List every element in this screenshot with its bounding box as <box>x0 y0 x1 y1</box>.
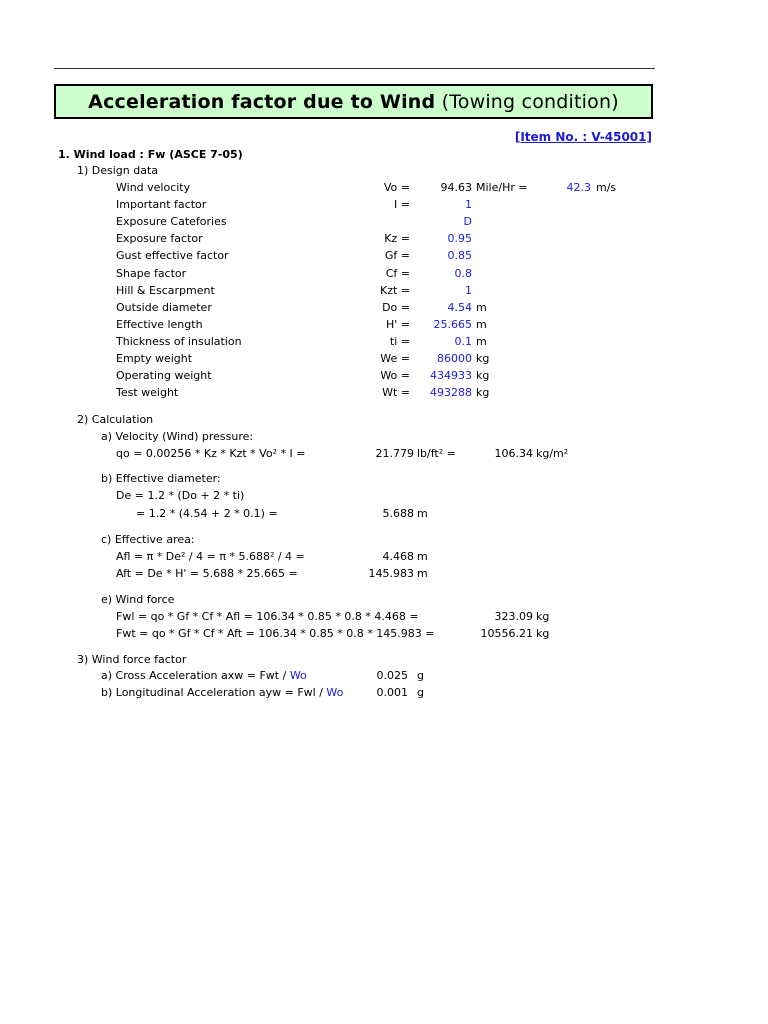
velocity-pressure-value: 21.779 <box>375 447 414 460</box>
section-heading: 1. Wind load : Fw (ASCE 7-05) <box>58 148 243 161</box>
top-rule <box>54 68 655 69</box>
design-row-unit2: m/s <box>596 181 617 194</box>
title-box <box>54 84 653 119</box>
effective-area-unit2: m <box>417 567 428 580</box>
design-row-label: Shape factor <box>116 267 187 280</box>
effective-area-heading: c) Effective area: <box>101 533 195 546</box>
design-row-unit: kg <box>476 369 490 382</box>
design-row-symbol: We = <box>380 352 410 365</box>
design-row-unit: kg <box>476 386 490 399</box>
design-row-symbol: Kzt = <box>379 284 410 297</box>
wind-force-value2: 10556.21 <box>480 627 533 640</box>
design-row-symbol: Do = <box>382 301 410 314</box>
title-normal: (Towing condition) <box>441 90 619 113</box>
velocity-pressure-unit: lb/ft² = <box>417 447 456 460</box>
wind-force-formula2: Fwt = qo * Gf * Cf * Aft = 106.34 * 0.85 * 0.8 * 145.983 = <box>116 627 435 640</box>
wind-force-factor-heading: 3) Wind force factor <box>77 653 187 666</box>
wind-force-formula1: Fwl = qo * Gf * Cf * Afl = 106.34 * 0.85 * 0.8 * 4.468 = <box>116 610 419 623</box>
design-row-label: Exposure factor <box>116 232 203 245</box>
cross-acceleration-label: a) Cross Acceleration axw = Fwt / Wo <box>101 669 307 682</box>
cross-acceleration-unit: g <box>417 669 424 682</box>
title-bold: Acceleration factor due to Wind <box>88 90 436 113</box>
effective-area-value1: 4.468 <box>382 550 414 563</box>
wind-force-value1: 323.09 <box>494 610 533 623</box>
wind-force-unit1: kg <box>536 610 550 623</box>
design-row-value2: 42.3 <box>566 181 591 194</box>
design-row-label: Exposure Catefories <box>116 215 227 228</box>
design-row-value: 0.95 <box>447 232 472 245</box>
design-row-symbol: ti = <box>389 335 410 348</box>
design-row-label: Outside diameter <box>116 301 212 314</box>
velocity-pressure-formula: qo = 0.00256 * Kz * Kzt * Vo² * I = <box>116 447 306 460</box>
design-row-value: 493288 <box>430 386 472 399</box>
design-row-value: 434933 <box>430 369 472 382</box>
design-row-value: D <box>463 215 472 228</box>
cross-acceleration-value: 0.025 <box>376 669 408 682</box>
effective-diameter-heading: b) Effective diameter: <box>101 472 221 485</box>
design-row-unit: Mile/Hr = <box>476 181 528 194</box>
design-row-symbol: I = <box>394 198 410 211</box>
longitudinal-acceleration-unit: g <box>417 686 424 699</box>
design-row-symbol: Gf = <box>384 249 410 262</box>
design-row-value: 0.1 <box>454 335 472 348</box>
design-row-label: Hill & Escarpment <box>116 284 215 297</box>
design-row-label: Effective length <box>116 318 203 331</box>
design-row-value: 4.54 <box>447 301 472 314</box>
design-row-value: 86000 <box>437 352 472 365</box>
design-row-label: Wind velocity <box>116 181 191 194</box>
effective-diameter-value: 5.688 <box>382 507 414 520</box>
velocity-pressure-unit2: kg/m² <box>536 447 569 460</box>
design-row-unit: m <box>476 335 487 348</box>
effective-area-value2: 145.983 <box>368 567 414 580</box>
effective-area-formula2: Aft = De * H' = 5.688 * 25.665 = <box>116 567 298 580</box>
design-row-symbol: Cf = <box>385 267 410 280</box>
longitudinal-acceleration-value: 0.001 <box>376 686 408 699</box>
design-row-symbol: Wo = <box>380 369 410 382</box>
design-row-value: 25.665 <box>433 318 472 331</box>
design-row-label: Operating weight <box>116 369 212 382</box>
design-row-unit: kg <box>476 352 490 365</box>
design-row-value: 0.85 <box>447 249 472 262</box>
design-row-label: Important factor <box>116 198 207 211</box>
design-row-unit: m <box>476 301 487 314</box>
velocity-pressure-value2: 106.34 <box>494 447 533 460</box>
design-row-label: Test weight <box>116 386 179 399</box>
design-row-value: 1 <box>465 284 472 297</box>
item-number: [Item No. : V-45001] <box>514 130 652 144</box>
wind-force-unit2: kg <box>536 627 550 640</box>
design-data-heading: 1) Design data <box>77 164 159 177</box>
effective-area-unit1: m <box>417 550 428 563</box>
wind-force-heading: e) Wind force <box>101 593 175 606</box>
longitudinal-acceleration-label: b) Longitudinal Acceleration ayw = Fwl / Wo <box>101 686 344 699</box>
design-row-value: 94.63 <box>440 181 472 194</box>
design-row-label: Thickness of insulation <box>116 335 242 348</box>
design-row-value: 1 <box>465 198 472 211</box>
design-row-value: 0.8 <box>454 267 472 280</box>
design-row-unit: m <box>476 318 487 331</box>
calculation-heading: 2) Calculation <box>77 413 154 426</box>
effective-diameter-formula1: De = 1.2 * (Do + 2 * ti) <box>116 489 245 502</box>
effective-diameter-unit: m <box>417 507 428 520</box>
design-row-symbol: Vo = <box>383 181 410 194</box>
design-row-label: Gust effective factor <box>116 249 229 262</box>
effective-diameter-formula2: = 1.2 * (4.54 + 2 * 0.1) = <box>136 507 278 520</box>
design-row-symbol: H' = <box>385 318 410 331</box>
effective-area-formula1: Afl = π * De² / 4 = π * 5.688² / 4 = <box>116 550 305 563</box>
design-row-symbol: Wt = <box>382 386 410 399</box>
velocity-pressure-heading: a) Velocity (Wind) pressure: <box>101 430 254 443</box>
design-row-symbol: Kz = <box>384 232 410 245</box>
design-row-label: Empty weight <box>116 352 193 365</box>
